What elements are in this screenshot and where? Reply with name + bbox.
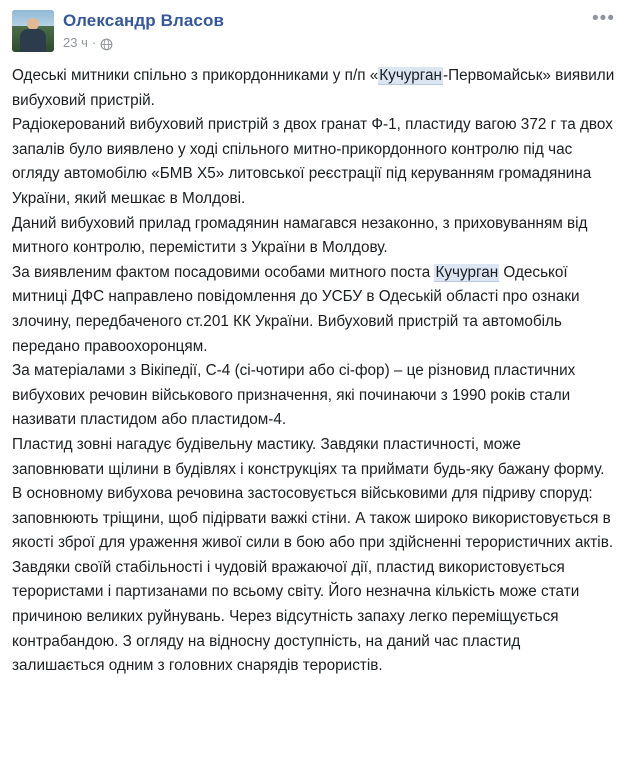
post-paragraph: За виявленим фактом посадовими особами митного поста Кучурган Одеської митниці ДФС направлено повідомлення до УСБУ в Одеській області про ознаки злочину, передбаченого ст.201 КК України. Вибуховий пристрій та автомобіль передано правоохоронцям. bbox=[12, 263, 580, 355]
avatar-person-body bbox=[20, 29, 46, 52]
post-paragraph: Одеські митники спільно з прикордонниками у п/п «Кучурган-Первомайськ» виявили вибуховий пристрій. bbox=[12, 67, 615, 109]
post-paragraph: Пластид зовні нагадує будівельну мастику. Завдяки пластичності, може заповнювати щілини в будівлях і конструкціях та приймати будь-яку бажану форму. bbox=[12, 435, 605, 478]
post-paragraph: За матеріалами з Вікіпедії, С-4 (сі-чотири або сі-фор) – це різновид пластичних вибухових речовин військового призначення, які починаючи з 1990 років стали називати пластидом або пластидом-4. bbox=[12, 362, 576, 429]
post-header-text bbox=[63, 10, 615, 50]
post-meta bbox=[63, 36, 615, 50]
post-timestamp[interactable]: 23 ч bbox=[63, 35, 88, 50]
post-paragraph: Радіокерований вибуховий пристрій з двох гранат Ф-1, пластиду вагою 372 г та двох запалів було виявлено у ході спільного митно-прикордонного контролю під час огляду автомобілю «БМВ Х5» литовської реєстрації під керуванням громадянина України, який мешкає в Молдові. bbox=[12, 116, 613, 207]
avatar[interactable] bbox=[12, 10, 54, 52]
highlighted-term[interactable]: Кучурган bbox=[435, 263, 499, 281]
ellipsis-icon[interactable]: ••• bbox=[592, 8, 615, 29]
post-paragraph: Даний вибуховий прилад громадянин намагався незаконно, з приховуванням від митного контролю, перемістити з України в Молдову. bbox=[12, 214, 588, 257]
post-body bbox=[0, 56, 627, 679]
highlighted-term[interactable]: Кучурган bbox=[379, 67, 442, 84]
post-header bbox=[0, 0, 627, 56]
post-author-name[interactable]: Олександр Власов bbox=[63, 11, 225, 30]
meta-separator: · bbox=[91, 35, 97, 50]
post-paragraph: Завдяки своїй стабільності і чудовій вражаючої дії, пластид використовується терористами і партизанами по всьому світу. Його незначна кількість може стати причиною великих руйнувань. Через відсутність запаху легко переміщується контрабандою. З огляду на відносну доступність, на даний час пластид залишається одним з головних снарядів терористів. bbox=[12, 558, 580, 675]
post-paragraph: В основному вибухова речовина застосовується військовими для підриву споруд: заповнюють тріщини, щоб підірвати важкі стіни. А також широко використовується в якості зброї для ураження живої сили в бою або при здійсненні терористичних актів. bbox=[12, 485, 614, 552]
globe-icon[interactable] bbox=[100, 38, 113, 51]
